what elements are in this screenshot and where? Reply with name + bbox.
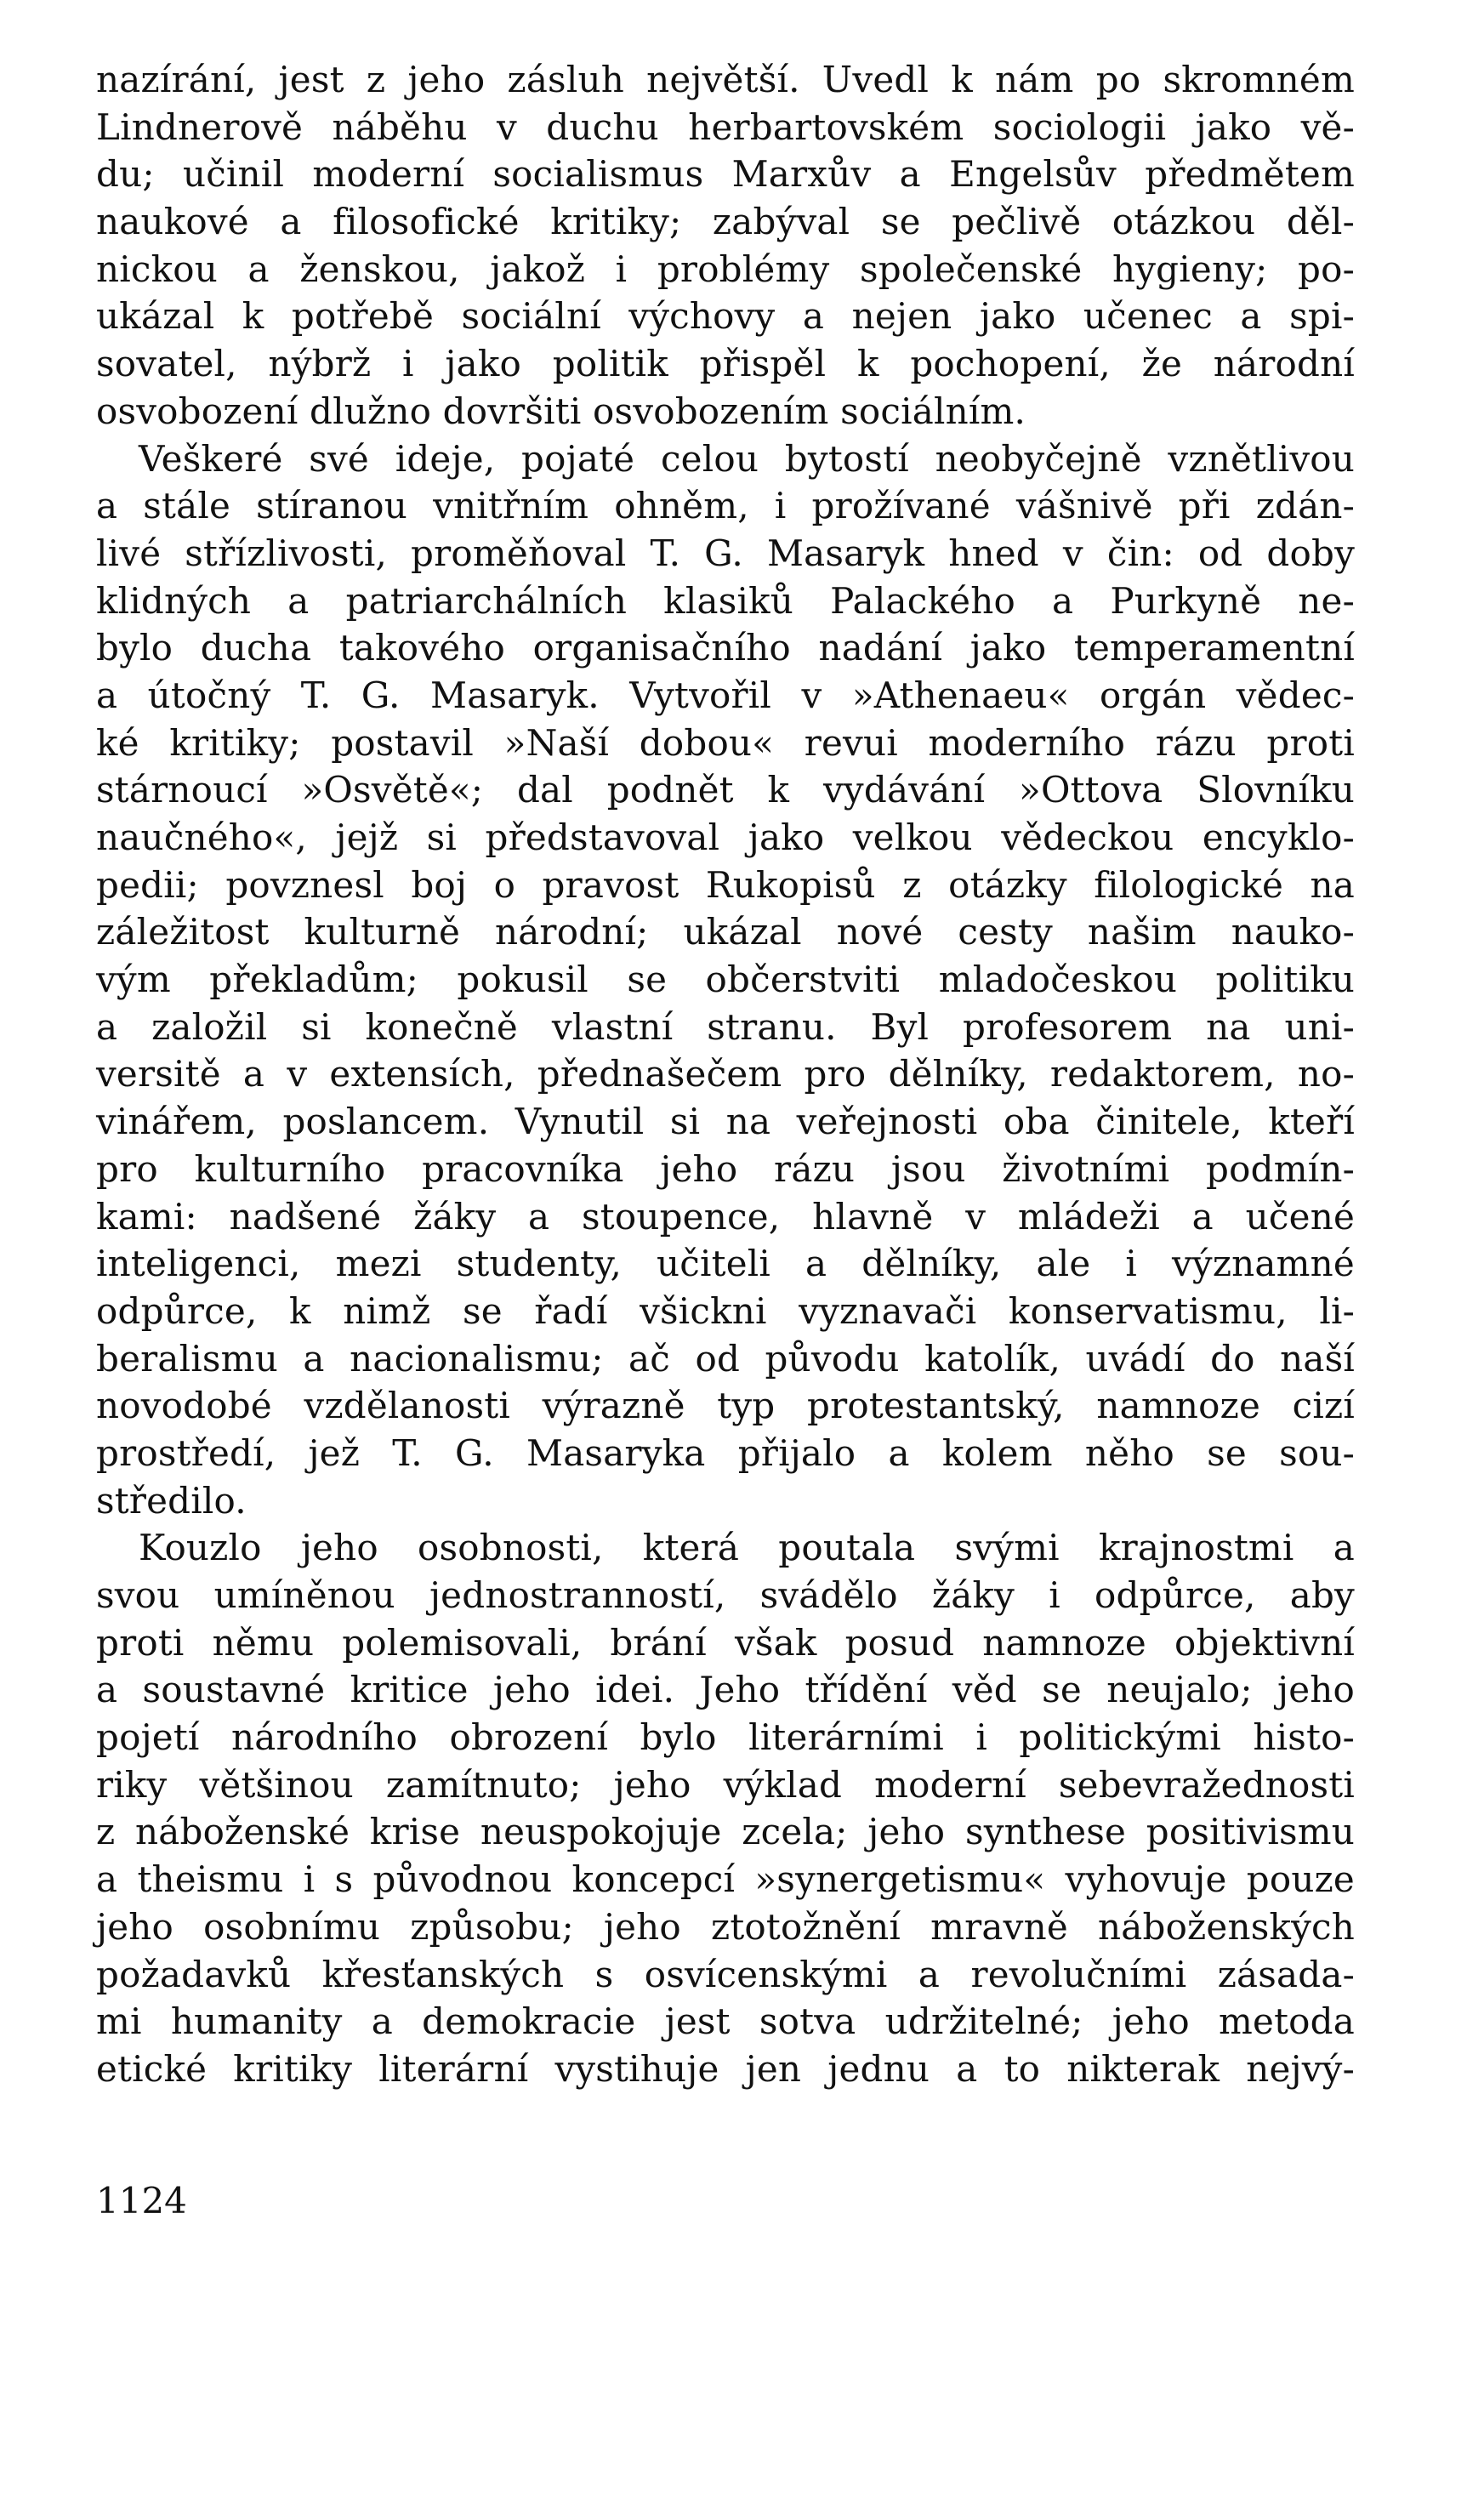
paragraph [96,1524,1355,2092]
text-line: požadavků křesťanských s osvícenskými a revolučními zásada- [96,1953,1355,1995]
text-line: pro kulturního pracovníka jeho rázu jsou životními podmín- [96,1147,1355,1190]
text-line: středilo. [96,1479,247,1522]
text-line: a založil si konečně vlastní stranu. Byl profesorem na uni- [96,1005,1355,1048]
text-line: a theismu i s původnou koncepcí »synergetismu« vyhovuje pouze [96,1858,1355,1901]
text-line: pedii; povznesl boj o pravost Rukopisů z otázky filologické na [96,863,1355,906]
text-line: Kouzlo jeho osobnosti, která poutala svými krajnostmi a [139,1527,1355,1569]
paragraph [96,56,1355,435]
text-line: Veškeré své ideje, pojaté celou bytostí neobyčejně vznětlivou [139,437,1355,480]
text-line: bylo ducha takového organisačního nadání jako temperamentní [96,627,1355,669]
text-line: pojetí národního obrození bylo literárními i politickými histo- [96,1716,1355,1759]
text-line: inteligenci, mezi studenty, učiteli a dělníky, ale i významné [96,1243,1355,1285]
text-line: stárnoucí »Osvětě«; dal podnět k vydávání »Ottova Slovníku [96,769,1355,811]
text-line: a útočný T. G. Masaryk. Vytvořil v »Athenaeu« orgán vědec- [96,674,1355,716]
text-line: svou umíněnou jednostranností, svádělo žáky i odpůrce, aby [96,1574,1355,1616]
text-line: proti němu polemisovali, brání však posud namnoze objektivní [96,1621,1355,1664]
text-line: novodobé vzdělanosti výrazně typ protestantský, namnoze cizí [96,1385,1355,1427]
text-line: beralismu a nacionalismu; ač od původu katolík, uvádí do naší [96,1337,1355,1380]
page-number: 1124 [96,2180,187,2222]
text-line: nazírání, jest z jeho zásluh největší. Uvedl k nám po skromném [96,59,1355,100]
text-line: mi humanity a demokracie jest sotva udržitelné; jeho metoda [96,2000,1355,2043]
text-line: osvobození dlužno dovršiti osvobozením sociálním. [96,390,1026,432]
text-line: riky většinou zamítnuto; jeho výklad moderní sebevražednosti [96,1763,1355,1806]
text-line: klidných a patriarchálních klasiků Palackého a Purkyně ne- [96,579,1355,622]
text-line: naukové a filosofické kritiky; zabýval se pečlivě otázkou děl- [96,201,1355,243]
paragraph [96,435,1355,1525]
text-line: du; učinil moderní socialismus Marxův a Engelsův předmětem [96,153,1355,196]
text-line: prostředí, jež T. G. Masaryka přijalo a kolem něho se sou- [96,1431,1355,1474]
text-line: z náboženské krise neuspokojuje zcela; jeho synthese positivismu [96,1811,1355,1853]
text-line: vinářem, poslancem. Vynutil si na veřejnosti oba činitele, kteří [96,1101,1355,1143]
text-line: ké kritiky; postavil »Naší dobou« revui moderního rázu proti [96,721,1355,764]
text-line: jeho osobnímu způsobu; jeho ztotožnění mravně náboženských [96,1905,1355,1948]
text-line: ukázal k potřebě sociální výchovy a nejen jako učenec a spi- [96,295,1355,338]
text-line: vým překladům; pokusil se občerstviti mladočeskou politiku [96,959,1355,1001]
text-line: a soustavné kritice jeho idei. Jeho třídění věd se neujalo; jeho [96,1669,1355,1711]
text-line: etické kritiky literární vystihuje jen jednu a to nikterak nejvý- [96,2047,1355,2090]
text-line: naučného«, jejž si představoval jako velkou vědeckou encyklo- [96,817,1355,858]
text-line: versitě a v extensích, přednašečem pro dělníky, redaktorem, no- [96,1053,1355,1095]
text-line: záležitost kulturně národní; ukázal nové cesty našim nauko- [96,911,1355,953]
text-line: nickou a ženskou, jakož i problémy společenské hygieny; po- [96,248,1355,290]
text-line: a stále stíranou vnitřním ohněm, i prožívané vášnivě při zdán- [96,485,1355,527]
text-line: Lindnerově náběhu v duchu herbartovském sociologii jako vě- [96,105,1355,148]
text-line: sovatel, nýbrž i jako politik přispěl k pochopení, že národní [96,343,1355,385]
text-line: kami: nadšené žáky a stoupence, hlavně v mládeži a učené [96,1195,1355,1238]
text-line: livé střízlivosti, proměňoval T. G. Masaryk hned v čin: od doby [96,532,1355,574]
text-line: odpůrce, k nimž se řadí všickni vyznavači konservatismu, li- [96,1289,1355,1332]
body-text [96,56,1355,2093]
